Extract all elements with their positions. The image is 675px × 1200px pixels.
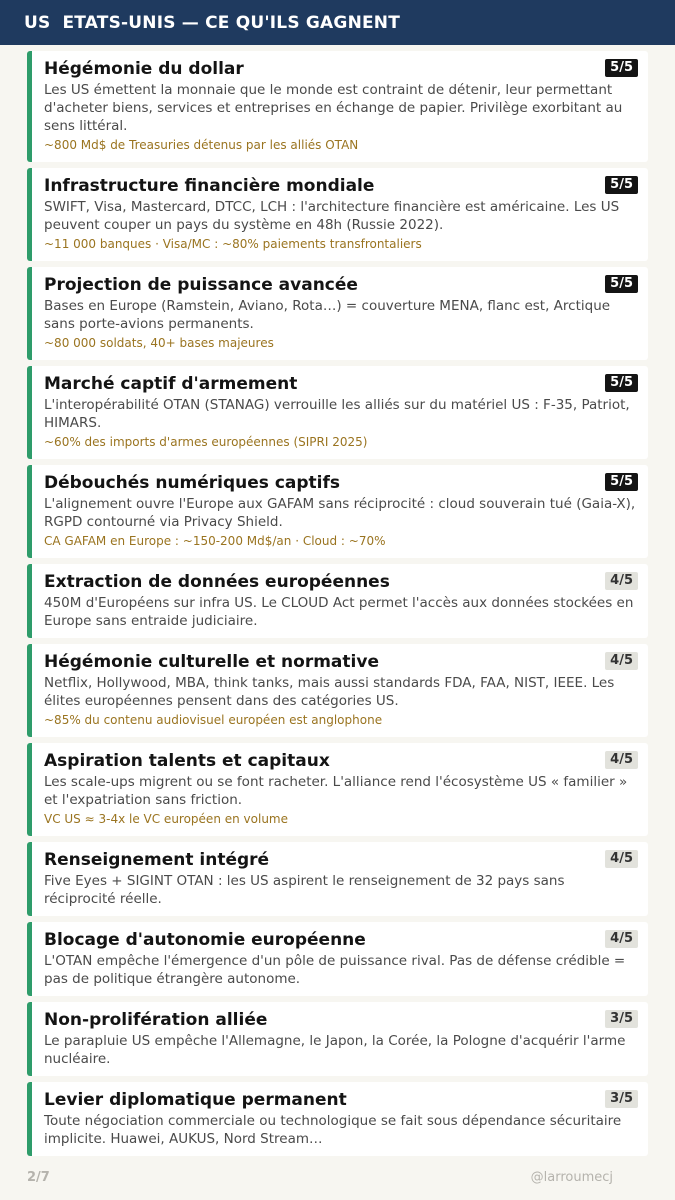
card-title: Hégémonie du dollar	[44, 59, 244, 79]
card-title: Levier diplomatique permanent	[44, 1090, 347, 1110]
card-title: Renseignement intégré	[44, 850, 270, 870]
score-badge: 5/5	[605, 275, 638, 293]
card-title: Débouchés numériques captifs	[44, 473, 341, 493]
gains-list	[27, 51, 648, 1162]
gain-card	[27, 51, 648, 162]
card-description: Les US émettent la monnaie que le monde est contraint de détenir, leur permettant d'acheter biens, services et entreprises en échange de papier. Privilège exorbitant au sens littéral.	[44, 82, 623, 134]
card-description: SWIFT, Visa, Mastercard, DTCC, LCH : l'architecture financière est américaine. Les US peuvent couper un pays du système en 48h (Russie 2022).	[44, 199, 620, 233]
card-description: Bases en Europe (Ramstein, Aviano, Rota…) = couverture MENA, flanc est, Arctique sans porte-avions permanents.	[44, 298, 611, 332]
card-title: Non-prolifération alliée	[44, 1010, 268, 1030]
page-header	[0, 0, 675, 45]
card-description: L'OTAN empêche l'émergence d'un pôle de puissance rival. Pas de défense crédible = pas de politique étrangère autonome.	[44, 953, 626, 987]
card-description: Five Eyes + SIGINT OTAN : les US aspirent le renseignement de 32 pays sans réciprocité réelle.	[44, 873, 565, 907]
card-description: Netflix, Hollywood, MBA, think tanks, mais aussi standards FDA, FAA, NIST, IEEE. Les élites européennes pensent dans des catégories US.	[44, 675, 615, 709]
gain-card	[27, 1082, 648, 1156]
score-badge: 5/5	[605, 374, 638, 392]
gain-card	[27, 168, 648, 261]
card-description: 450M d'Européens sur infra US. Le CLOUD Act permet l'accès aux données stockées en Europe sans entraide judiciaire.	[44, 595, 634, 629]
page-title: ETATS-UNIS — CE QU'ILS GAGNENT	[62, 12, 401, 33]
score-badge: 4/5	[605, 652, 638, 670]
card-title: Infrastructure financière mondiale	[44, 176, 375, 196]
card-description: L'alignement ouvre l'Europe aux GAFAM sans réciprocité : cloud souverain tué (Gaia-X), RGPD contourné via Privacy Shield.	[44, 496, 636, 530]
score-badge: 4/5	[605, 850, 638, 868]
card-statistic: ~11 000 banques · Visa/MC : ~80% paiements transfrontaliers	[44, 237, 422, 251]
card-statistic: ~80 000 soldats, 40+ bases majeures	[44, 336, 274, 350]
gain-card	[27, 564, 648, 638]
card-title: Extraction de données européennes	[44, 572, 390, 592]
gain-card	[27, 267, 648, 360]
gain-card	[27, 842, 648, 916]
score-badge: 4/5	[605, 572, 638, 590]
card-statistic: VC US ≈ 3-4x le VC européen en volume	[44, 812, 288, 826]
gain-card	[27, 922, 648, 996]
card-statistic: ~60% des imports d'armes européennes (SIPRI 2025)	[44, 435, 368, 449]
card-description: L'interopérabilité OTAN (STANAG) verrouille les alliés sur du matériel US : F-35, Patriot, HIMARS.	[44, 397, 630, 431]
card-description: Le parapluie US empêche l'Allemagne, le Japon, la Corée, la Pologne d'acquérir l'arme nucléaire.	[44, 1033, 626, 1067]
card-title: Aspiration talents et capitaux	[44, 751, 330, 771]
flag-label: US	[24, 12, 51, 33]
page-number: 2/7	[27, 1170, 50, 1185]
gain-card	[27, 1002, 648, 1076]
card-statistic: ~85% du contenu audiovisuel européen est anglophone	[44, 713, 383, 727]
score-badge: 4/5	[605, 930, 638, 948]
card-description: Toute négociation commerciale ou technologique se fait sous dépendance sécuritaire implicite. Huawei, AUKUS, Nord Stream…	[44, 1113, 622, 1147]
card-statistic: ~800 Md$ de Treasuries détenus par les alliés OTAN	[44, 138, 359, 152]
gain-card	[27, 644, 648, 737]
score-badge: 3/5	[605, 1090, 638, 1108]
card-title: Hégémonie culturelle et normative	[44, 652, 379, 672]
gain-card	[27, 743, 648, 836]
card-description: Les scale-ups migrent ou se font racheter. L'alliance rend l'écosystème US « familier » et l'expatriation sans friction.	[44, 774, 628, 808]
gain-card	[27, 465, 648, 558]
gain-card	[27, 366, 648, 459]
card-title: Marché captif d'armement	[44, 374, 298, 394]
card-title: Blocage d'autonomie européenne	[44, 930, 366, 950]
score-badge: 4/5	[605, 751, 638, 769]
score-badge: 5/5	[605, 59, 638, 77]
score-badge: 5/5	[605, 473, 638, 491]
card-title: Projection de puissance avancée	[44, 275, 358, 295]
author-handle: @larroumecj	[530, 1170, 613, 1185]
score-badge: 3/5	[605, 1010, 638, 1028]
score-badge: 5/5	[605, 176, 638, 194]
card-statistic: CA GAFAM en Europe : ~150-200 Md$/an · Cloud : ~70%	[44, 534, 386, 548]
